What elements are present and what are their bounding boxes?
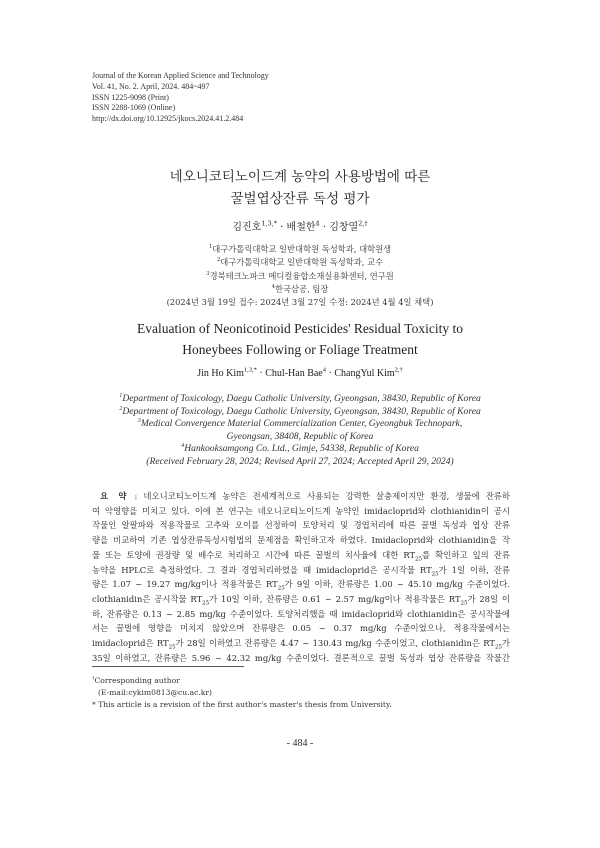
journal-header <box>92 71 269 125</box>
affiliation-line <box>0 243 600 256</box>
abstract-line: 하, 잔류량은 0.13 ~ 2.85 mg/kg 수준이었다. 토양처리했을 때 imidacloprid와 clothianidin은 공시작물에 <box>92 608 510 619</box>
affiliation-text: Hankooksamgong Co. Ltd., Gimje, 54338, Republic of Korea <box>184 443 419 455</box>
affiliation-text: 경북테크노파크 메디컬융합소재실용화센터, 연구원 <box>209 270 394 281</box>
journal-issn-online: ISSN 2288-1069 (Online) <box>92 103 176 113</box>
affiliation-text: Department of Toxicology, Daegu Catholic University, Gyeongsan, 38430, Republic of Korea <box>122 405 481 417</box>
affiliation-sup: 2 <box>119 404 123 412</box>
affiliation-text: Gyeongsan, 38408, Republic of Korea <box>226 430 374 442</box>
abstract-line: 작물인 알팔파와 적용작물로 고추와 오이를 선정하여 토양처리 및 경엽처리에 따른 꿀벌 독성과 엽상 잔류 <box>92 520 510 531</box>
abstract-line: 물 또는 토양에 권장량 및 배수로 처리하고 시간에 따른 꿀벌의 치사율에 대한 $RT_{25}$를 확인하고 잎의 잔류 <box>92 549 510 563</box>
affiliation-line <box>0 256 600 269</box>
affiliation-line <box>0 443 600 456</box>
author-affil-sup: 2,† <box>358 219 368 228</box>
english-title-line1: Evaluation of Neonicotinoid Pesticides' Residual Toxicity to <box>137 321 463 336</box>
author-name: 김진호 <box>232 222 262 233</box>
author-name: Jin Ho Kim <box>197 368 244 379</box>
affiliation-sup: 1 <box>208 244 213 251</box>
english-title <box>0 318 600 360</box>
journal-name: Journal of the Korean Applied Science and Technology <box>92 71 269 80</box>
affiliation-sup: 4 <box>181 442 185 450</box>
author-affil-sup: 4 <box>322 366 326 374</box>
corresponding-author-label: Corresponding author <box>94 676 180 685</box>
affiliation-text: 대구가톨릭대학교 일반대학원 독성학과, 대학원생 <box>212 244 392 254</box>
english-dates: (Received February 28, 2024; Revised April 27, 2024; Accepted April 29, 2024) <box>146 455 454 467</box>
abstract-line: 35일 이하였고, 잔류량은 5.96 ~ 42.32 mg/kg 수준이었다. 결론적으로 꿀벌 독성과 엽상 잔류량을 작물간 <box>92 652 510 663</box>
abstract-line: 량은 1.07 ~ 19.27 mg/kg이나 적용작물은 $RT_{25}$가 9일 이하, 잔류량은 1.00 ~ 45.10 mg/kg 수준이었다. <box>92 579 510 592</box>
abstract-line: imidacloprid은 $RT_{25}$가 28일 이하였고 잔류량은 4.47 ~ 130.43 mg/kg 수준이었고, clothianidin은 $RT_{25}$가 <box>92 638 510 651</box>
english-affiliations <box>0 393 600 469</box>
journal-volume: Vol. 41, No. 2. April, 2024. 484~497 <box>92 81 210 91</box>
affiliation-text: 한국삼공, 팀장 <box>275 283 329 294</box>
abstract-line: 량을 비교하여 기존 엽상잔류독성시험법의 문제점을 확인하고자 하였다. Imidacloprid와 clothianidin을 작 <box>92 535 510 546</box>
affiliation-line <box>0 283 600 296</box>
affiliation-sup: 4 <box>271 284 276 291</box>
affiliation-line <box>0 393 600 406</box>
abstract-line: 서는 꿀벌에 영향을 미치지 않았으며 잔류량은 0.05 ~ 0.37 mg/kg 수준이었으나, 적용작물에서는 <box>92 623 510 634</box>
author-affil-sup: 1,3,* <box>261 219 277 228</box>
affiliation-text: Department of Toxicology, Daegu Catholic University, Gyeongsan, 38430, Republic of Korea <box>122 393 481 404</box>
page-number: - 484 - <box>286 738 314 749</box>
affiliation-line <box>0 406 600 419</box>
affiliation-line <box>0 418 600 431</box>
affiliation-line <box>0 270 600 283</box>
thesis-note <box>92 699 392 711</box>
korean-dates: (2024년 3월 19일 접수: 2024년 3월 27일 수정: 2024년 4월 4일 채택) <box>166 297 434 308</box>
abstract-line: clothianidin은 공시작물 $RT_{25}$가 10일 이하, 잔류량은 0.61 ~ 2.57 mg/kg이나 적용작물은 $RT_{25}$가 28일 이 <box>92 593 510 607</box>
author-separator: · <box>276 222 287 233</box>
footnotes <box>92 675 392 711</box>
korean-affiliations <box>0 243 600 309</box>
author-name: 배철한 <box>286 222 316 233</box>
korean-title-line2: 꿀벌엽상잔류 독성 평가 <box>230 191 370 207</box>
author-name: ChangYul Kim <box>334 368 395 379</box>
author-name: Chul-Han Bae <box>265 368 323 379</box>
abstract <box>92 489 510 665</box>
author-name: 김창열 <box>329 222 359 233</box>
english-title-line2: Honeybees Following or Foliage Treatment <box>182 342 418 357</box>
thesis-note-text: This article is a revision of the first author's master's thesis from University. <box>98 700 392 709</box>
affiliation-text: Medical Convergence Material Commercialization Center, Gyeongbuk Technopark, <box>140 418 463 430</box>
abstract-label: 요 약 <box>100 491 129 501</box>
affiliation-sup: 3 <box>137 417 141 424</box>
korean-title-line1: 네오니코티노이드계 농약의 사용방법에 따른 <box>169 169 431 185</box>
corresponding-author-note <box>92 675 392 687</box>
abstract-line <box>92 489 510 504</box>
author-separator: · <box>256 368 266 379</box>
dagger-mark: † <box>92 675 95 682</box>
affiliation-text: 대구가톨릭대학교 일반대학원 독성학과, 교수 <box>220 257 384 268</box>
footnote-divider <box>92 666 244 667</box>
affiliation-sup: 2 <box>216 257 221 264</box>
affiliation-line <box>0 431 600 444</box>
abstract-text: : 네오니코티노이드계 농약은 전세계적으로 사용되는 강력한 살충제이지만 환경, 생물에 잔류하 <box>128 491 510 501</box>
abstract-line: 여 악영향을 미치고 있다. 이에 본 연구는 네오니코티노이드계 농약인 imidacloprid와 clothianidin이 공시 <box>92 505 510 516</box>
affiliation-sup: 1 <box>119 391 123 399</box>
asterisk-mark: * <box>92 700 96 709</box>
journal-issn-print: ISSN 1225-9098 (Print) <box>92 92 169 102</box>
abstract-line: 농약을 HPLC로 측정하였다. 그 결과 경엽처리하였을 때 imidacloprid은 공시작물 $RT_{25}$가 1일 이하, 잔류 <box>92 564 510 578</box>
korean-title <box>0 166 600 210</box>
email-line: (E-mail:cykim0813@cu.ac.kr) <box>98 688 212 697</box>
english-authors <box>0 368 600 379</box>
journal-doi-link[interactable]: http://dx.doi.org/10.12925/jkocs.2024.41.2.484 <box>92 114 244 124</box>
affiliation-sup: 3 <box>206 270 210 277</box>
author-separator: · <box>319 222 330 233</box>
author-affil-sup: 2,† <box>394 366 403 374</box>
author-separator: · <box>326 368 335 379</box>
author-affil-sup: 1,3,* <box>243 366 257 374</box>
korean-authors <box>0 218 600 233</box>
author-affil-sup: 4 <box>315 219 320 228</box>
